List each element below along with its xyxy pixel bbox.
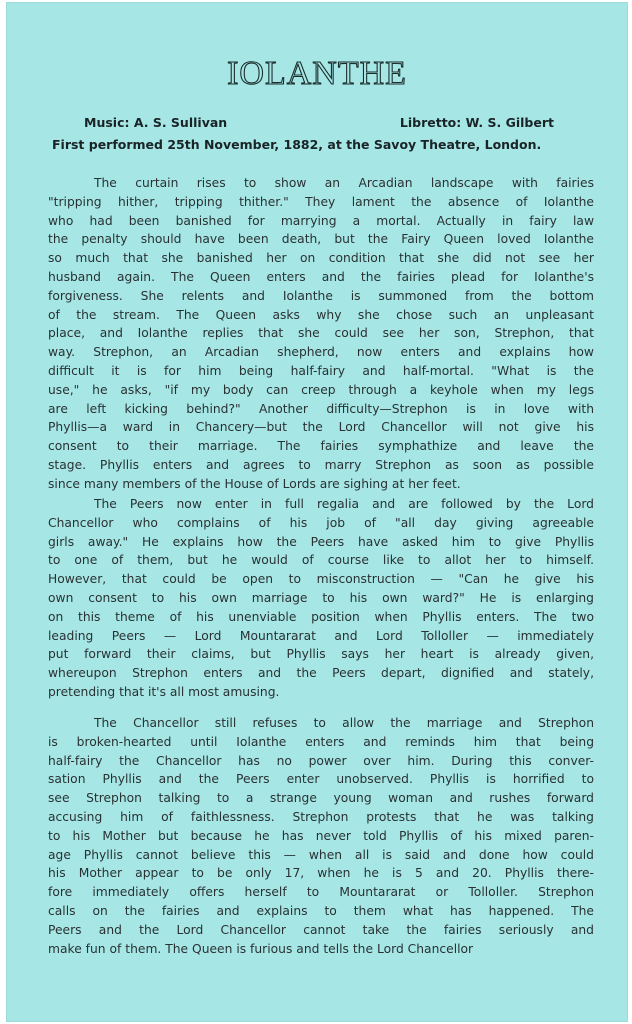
text-line: to his Mother but because he has never told Phyllis of his mixed paren- [48, 828, 594, 843]
text-line: girls away." He explains how the Peers have asked him to give Phyllis [48, 534, 594, 549]
credits-row [84, 114, 554, 132]
text-line: see Strephon talking to a strange young woman and rushes forward [48, 791, 594, 806]
text-line: stage. Phyllis enters and agrees to marry Strephon as soon as possible [48, 457, 594, 472]
text-line: difficult it is for him being half-fairy and half-mortal. "What is the [48, 363, 594, 378]
libretto-credit: Libretto: W. S. Gilbert [399, 115, 554, 130]
text-line: pretending that it's all most amusing. [48, 684, 280, 699]
text-line: The curtain rises to show an Arcadian landscape with fairies [94, 176, 594, 190]
synopsis-paragraph-2 [48, 495, 594, 702]
text-line: to one of them, but he would of course like to allot her to himself. [48, 553, 594, 568]
text-line: calls on the fairies and explains to them what has happened. The [48, 903, 594, 918]
programme-page [6, 2, 628, 1022]
text-line: the penalty should have been death, but the Fairy Queen loved Iolanthe [48, 232, 594, 247]
text-line: "tripping hither, tripping thither." They lament the absence of Iolanthe [48, 194, 594, 209]
page-title: IOLANTHE [227, 55, 407, 92]
text-line: put forward their claims, but Phyllis says her heart is already given, [48, 647, 594, 662]
text-line: consent to their marriage. The fairies symphathize and leave the [48, 439, 594, 454]
text-line: make fun of them. The Queen is furious and tells the Lord Chancellor [48, 941, 474, 956]
text-line: of the stream. The Queen asks why she chose such an unpleasant [48, 307, 594, 322]
text-line: who had been banished for marrying a mortal. Actually in fairy law [48, 213, 594, 228]
music-credit: Music: A. S. Sullivan [84, 115, 228, 130]
text-line: since many members of the House of Lords are sighing at her feet. [48, 476, 461, 491]
text-line: own consent to his own marriage to his own ward?" He is enlarging [48, 590, 594, 605]
text-line: fore immediately offers herself to Mountararat or Tolloller. Strephon [48, 885, 594, 900]
text-line: Phyllis—a ward in Chancery—but the Lord Chancellor will not give his [48, 420, 594, 435]
text-line: However, that could be open to misconstruction — "Can he give his [48, 572, 594, 587]
text-line: The Chancellor still refuses to allow the marriage and Strephon [94, 716, 594, 730]
premiere-line: First performed 25th November, 1882, at the Savoy Theatre, London. [52, 137, 542, 152]
text-line: sation Phyllis and the Peers enter unobserved. Phyllis is horrified to [48, 772, 594, 787]
text-line: whereupon Strephon enters and the Peers depart, dignified and stately, [48, 666, 594, 681]
text-line: half-fairy the Chancellor has no power over him. During this conver- [48, 753, 594, 768]
text-line: accusing him of faithlessness. Strephon protests that he was talking [48, 809, 594, 824]
synopsis-paragraph-1 [48, 174, 594, 494]
text-line: The Peers now enter in full regalia and are followed by the Lord [94, 497, 594, 511]
synopsis-paragraph-3 [48, 714, 594, 958]
text-line: forgiveness. She relents and Iolanthe is summoned from the bottom [48, 288, 594, 303]
text-line: husband again. The Queen enters and the fairies plead for Iolanthe's [48, 269, 594, 284]
text-line: place, and Iolanthe replies that she could see her son, Strephon, that [48, 326, 594, 341]
text-line: leading Peers — Lord Mountararat and Lord Tolloller — immediately [48, 628, 594, 643]
text-line: is broken-hearted until Iolanthe enters and reminds him that being [48, 734, 594, 749]
text-line: way. Strephon, an Arcadian shepherd, now enters and explains how [48, 345, 594, 360]
text-line: his Mother appear to be only 17, when he is 5 and 20. Phyllis there- [48, 866, 594, 881]
text-line: use," he asks, "if my body can creep through a keyhole when my legs [48, 382, 594, 397]
text-line: Chancellor who complains of his job of "all day giving agreeable [48, 515, 594, 530]
text-line: Peers and the Lord Chancellor cannot take the fairies seriously and [48, 922, 594, 937]
text-line: are left kicking behind?" Another difficulty—Strephon is in love with [48, 401, 594, 416]
text-line: age Phyllis cannot believe this — when all is said and done how could [48, 847, 594, 862]
text-line: on this theme of his unenviable position when Phyllis enters. The two [48, 609, 594, 624]
text-line: so much that she banished her on condition that she did not see her [48, 251, 594, 266]
